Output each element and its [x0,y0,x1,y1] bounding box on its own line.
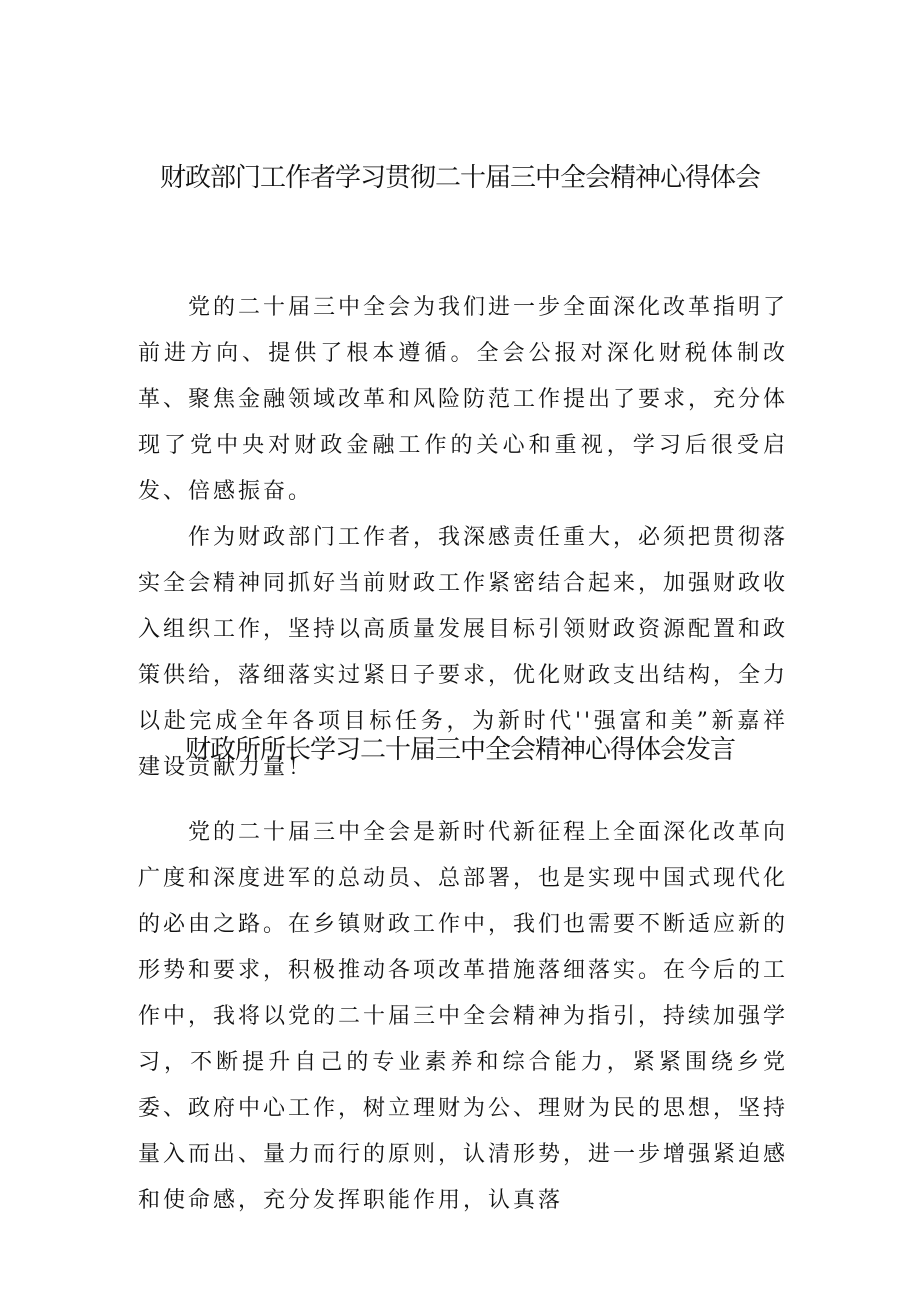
article-body [138,810,788,1224]
article-body [138,285,788,791]
paragraph: 作为财政部门工作者，我深感责任重大，必须把贯彻落实全会精神同抓好当前财政工作紧密结合起来，加强财政收入组织工作，坚持以高质量发展目标引领财政资源配置和政策供给，落细落实过紧日子要求，优化财政支出结构，全力以赴完成全年各项目标任务，为新时代''强富和美”新嘉祥建设贡献力量！ [138,525,789,780]
paragraph: 党的二十届三中全会是新时代新征程上全面深化改革向广度和深度进军的总动员、总部署，也是实现中国式现代化的必由之路。在乡镇财政工作中，我们也需要不断适应新的形势和要求，积极推动各项改革措施落细落实。在今后的工作中，我将以党的二十届三中全会精神为指引，持续加强学习，不断提升自己的专业素养和综合能力，紧紧围绕乡党委、政府中心工作，树立理财为公、理财为民的思想，坚持量入而出、量力而行的原则，认清形势，进一步增强紧迫感和使命感，充分发挥职能作用，认真落 [138,820,789,1213]
paragraph: 党的二十届三中全会为我们进一步全面深化改革指明了前进方向、提供了根本遵循。全会公报对深化财税体制改革、聚焦金融领域改革和风险防范工作提出了要求，充分体现了党中央对财政金融工作的关心和重视，学习后很受启发、倍感振奋。 [138,295,789,504]
article-title: 财政部门工作者学习贯彻二十届三中全会精神心得体会 [159,163,760,193]
article-title: 财政所所长学习二十届三中全会精神心得体会发言 [184,735,735,765]
